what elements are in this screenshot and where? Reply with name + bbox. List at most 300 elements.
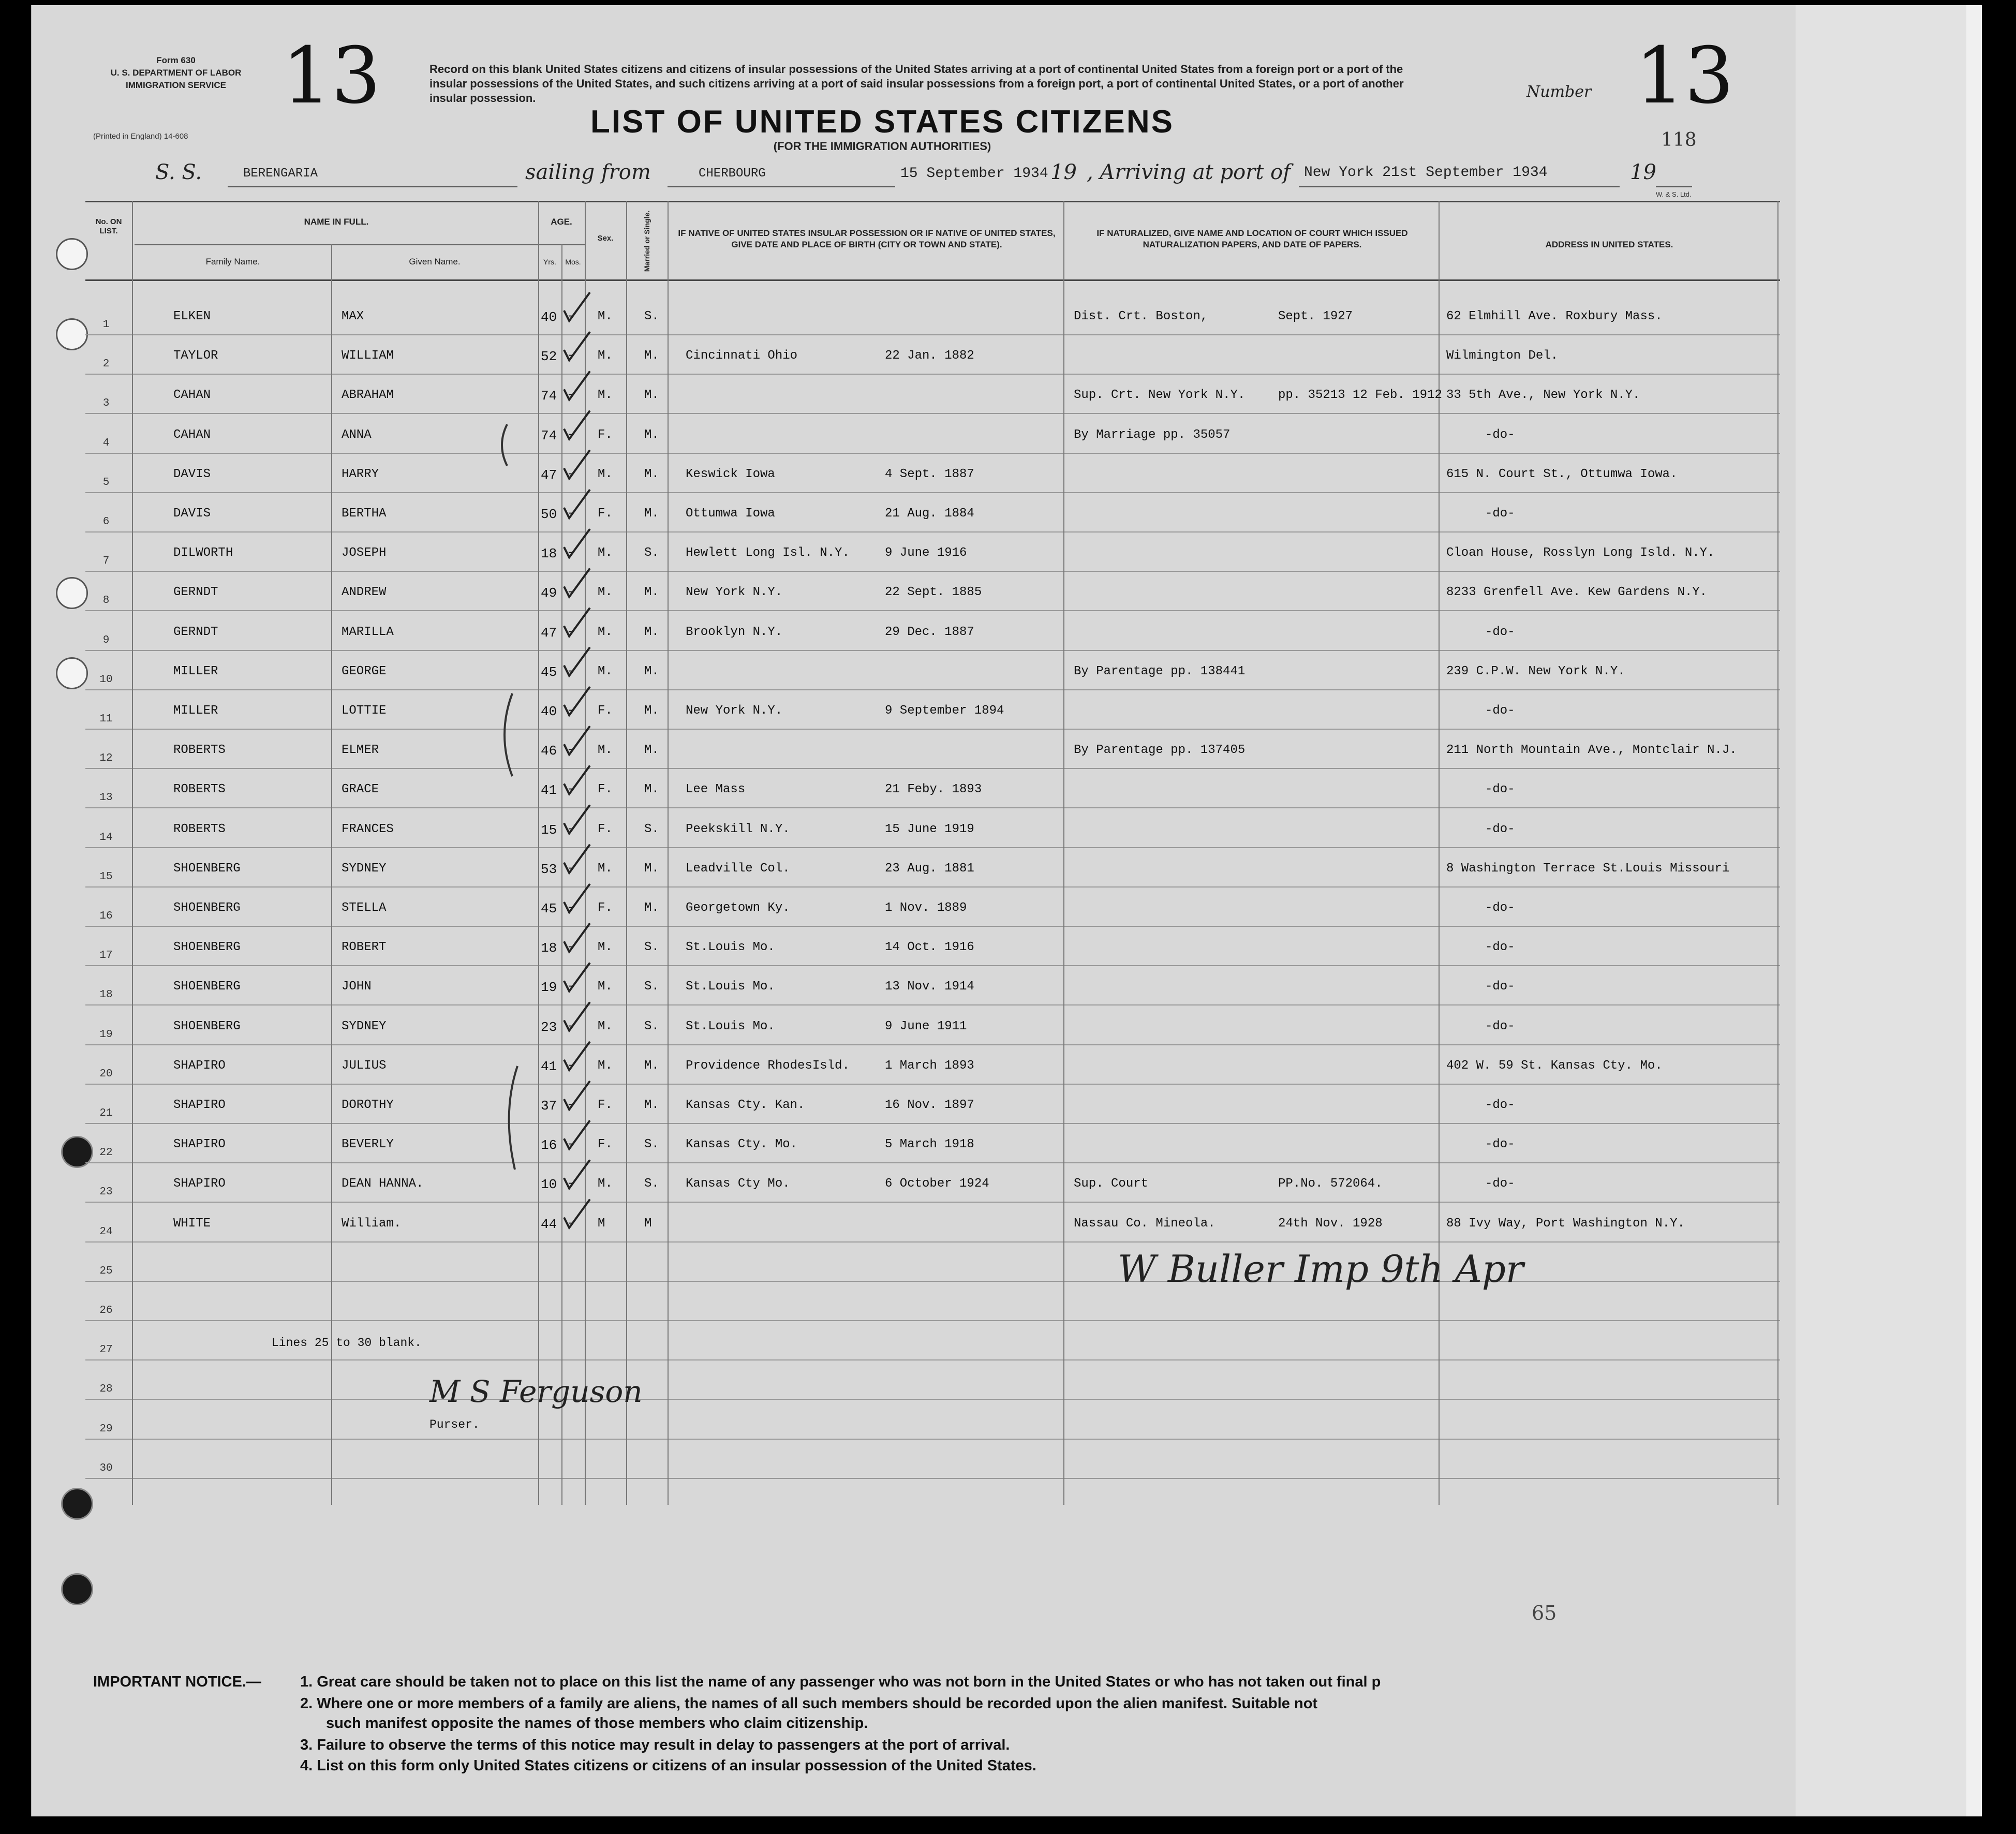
line-number: 11 <box>99 713 113 725</box>
marital-status-cell: M. <box>644 743 659 758</box>
age-years-cell: 41 <box>541 782 557 798</box>
sex-cell: M. <box>598 309 613 323</box>
birth-date-cell: 1 March 1893 <box>885 1058 974 1073</box>
given-name-cell: ANNA <box>342 427 372 442</box>
line-number: 7 <box>102 555 110 568</box>
page-title: LIST OF UNITED STATES CITIZENS <box>590 104 1174 140</box>
checkmark-annotations <box>559 285 673 1252</box>
birth-date-cell: 21 Feby. 1893 <box>885 782 982 797</box>
address-cell: 615 N. Court St., Ottumwa Iowa. <box>1446 467 1678 481</box>
notice-item-4: 4. List on this form only United States citizens or citizens of an insular possession of the United States. <box>300 1757 1036 1774</box>
address-cell: -do- <box>1485 1019 1515 1033</box>
naturalization-court-cell: Nassau Co. Mineola. <box>1074 1216 1215 1231</box>
age-years-cell: 52 <box>541 349 557 365</box>
sex-cell: M. <box>598 467 613 481</box>
checkmark <box>564 923 590 955</box>
number-label: Number <box>1526 83 1592 101</box>
naturalization-date-cell: 24th Nov. 1928 <box>1278 1216 1383 1231</box>
address-cell: -do- <box>1485 782 1515 797</box>
checkmark <box>564 529 590 557</box>
marital-status-cell: S. <box>644 1137 659 1152</box>
row-rule <box>85 1478 1780 1479</box>
address-cell: 402 W. 59 St. Kansas Cty. Mo. <box>1446 1058 1663 1073</box>
family-name-cell: CAHAN <box>173 427 211 442</box>
age-months-cell: - <box>567 1177 574 1191</box>
sex-cell: F. <box>598 507 613 521</box>
row-rule <box>85 531 1780 533</box>
page-stamp: 118 <box>1661 129 1697 151</box>
naturalization-date-cell: Sept. 1927 <box>1278 309 1353 323</box>
checkmark <box>564 450 590 479</box>
arrival-info: New York 21st September 1934 <box>1304 165 1548 181</box>
table-top-rule <box>85 201 1780 202</box>
family-name-cell: ELKEN <box>173 309 211 323</box>
age-months-cell: - <box>567 861 574 876</box>
age-years-cell: 47 <box>541 467 557 483</box>
sex-cell: F. <box>598 1137 613 1152</box>
birth-place-cell: Leadville Col. <box>686 861 790 876</box>
age-years-cell: 50 <box>541 507 557 522</box>
birth-date-cell: 16 Nov. 1897 <box>885 1098 974 1112</box>
col-header-age: AGE. <box>551 217 572 227</box>
punch-hole <box>56 318 88 350</box>
row-rule <box>85 1202 1780 1203</box>
marital-status-cell: S. <box>644 1177 659 1191</box>
age-years-cell: 74 <box>541 427 557 443</box>
sex-cell: M. <box>598 585 613 600</box>
family-name-cell: GERNDT <box>173 625 218 639</box>
checkmark <box>564 332 590 360</box>
family-name-cell: ROBERTS <box>173 743 226 758</box>
age-years-cell: 40 <box>541 309 557 325</box>
family-name-cell: GERNDT <box>173 585 218 600</box>
marital-status-cell: M. <box>644 782 659 797</box>
line-number: 17 <box>99 950 113 962</box>
notice-item-3: 3. Failure to observe the terms of this notice may result in delay to passengers at the port of arrival. <box>300 1737 1010 1753</box>
birth-place-cell: New York N.Y. <box>686 585 783 600</box>
family-name-cell: SHAPIRO <box>173 1137 226 1152</box>
age-years-cell: 41 <box>541 1058 557 1074</box>
age-months-cell: - <box>567 1058 574 1073</box>
address-cell: 33 5th Ave., New York N.Y. <box>1446 388 1640 403</box>
row-rule <box>85 571 1780 572</box>
naturalization-court-cell: Sup. Crt. New York N.Y. <box>1074 388 1246 403</box>
marital-status-cell: M. <box>644 349 659 363</box>
row-rule <box>85 1241 1780 1243</box>
address-cell: -do- <box>1485 1098 1515 1112</box>
line-number: 5 <box>102 476 110 489</box>
sex-cell: F. <box>598 901 613 915</box>
handwritten-list-number: 13 <box>282 31 381 121</box>
age-months-cell: - <box>567 743 574 758</box>
family-name-cell: DILWORTH <box>173 546 233 560</box>
given-name-cell: GRACE <box>342 782 379 797</box>
line-number: 19 <box>99 1028 113 1041</box>
address-cell: -do- <box>1485 940 1515 955</box>
birth-place-cell: Kansas Cty Mo. <box>686 1177 790 1191</box>
given-name-cell: MAX <box>342 309 364 323</box>
naturalization-court-cell: By Parentage pp. 138441 <box>1074 664 1246 678</box>
naturalization-date-cell: PP.No. 572064. <box>1278 1177 1383 1191</box>
marital-status-cell: M. <box>644 901 659 915</box>
ship-name: BERENGARIA <box>243 167 318 181</box>
naturalization-court-cell: Sup. Court <box>1074 1177 1149 1191</box>
punch-hole <box>61 1573 93 1605</box>
birth-date-cell: 13 Nov. 1914 <box>885 980 974 994</box>
col-header-sex: Sex. <box>597 234 614 243</box>
family-name-cell: WHITE <box>173 1216 211 1231</box>
col-rule <box>1777 201 1778 1505</box>
birth-date-cell: 4 Sept. 1887 <box>885 467 974 481</box>
given-name-cell: ANDREW <box>342 585 387 600</box>
given-name-cell: STELLA <box>342 901 387 915</box>
year-prefix: 19 <box>1050 160 1077 184</box>
age-years-cell: 19 <box>541 980 557 996</box>
age-months-cell: - <box>567 625 574 639</box>
age-months-cell: - <box>567 388 574 403</box>
address-cell: -do- <box>1485 704 1515 718</box>
birth-place-cell: Peekskill N.Y. <box>686 822 790 836</box>
sex-cell: F. <box>598 1098 613 1112</box>
checkmark <box>564 805 590 834</box>
given-name-cell: SYDNEY <box>342 1019 387 1033</box>
row-rule <box>85 1439 1780 1440</box>
age-years-cell: 10 <box>541 1177 557 1193</box>
sex-cell: M. <box>598 940 613 955</box>
line-number: 29 <box>99 1423 113 1435</box>
line-number: 23 <box>99 1186 113 1199</box>
sex-cell: M. <box>598 664 613 678</box>
row-rule <box>85 847 1780 848</box>
age-months-cell: - <box>567 822 574 836</box>
sex-cell: M. <box>598 1058 613 1073</box>
row-rule <box>85 1320 1780 1321</box>
age-years-cell: 46 <box>541 743 557 759</box>
checkmark <box>564 1081 590 1110</box>
checkmark <box>564 726 590 758</box>
sex-cell: M <box>598 1216 605 1231</box>
printed-note: (Printed in England) 14-608 <box>93 132 188 141</box>
address-cell: -do- <box>1485 625 1515 639</box>
col-header-given-name: Given Name. <box>409 257 461 267</box>
punch-hole <box>56 577 88 609</box>
age-years-cell: 23 <box>541 1019 557 1035</box>
age-months-cell: - <box>567 901 574 915</box>
sailing-label: sailing from <box>525 160 651 184</box>
age-months-cell: - <box>567 309 574 323</box>
col-header-address: ADDRESS IN UNITED STATES. <box>1545 240 1673 249</box>
age-months-cell: - <box>567 507 574 521</box>
row-rule <box>85 807 1780 808</box>
line-number: 13 <box>99 792 113 804</box>
birth-place-cell: Ottumwa Iowa <box>686 507 775 521</box>
underline <box>1299 186 1620 187</box>
given-name-cell: HARRY <box>342 467 379 481</box>
given-name-cell: GEORGE <box>342 664 387 678</box>
col-header-no: No. ON LIST. <box>95 217 122 235</box>
checkmark <box>564 765 590 797</box>
address-cell: 211 North Mountain Ave., Montclair N.J. <box>1446 743 1737 758</box>
given-name-cell: MARILLA <box>342 625 394 639</box>
sex-cell: M. <box>598 980 613 994</box>
birth-place-cell: Kansas Cty. Kan. <box>686 1098 805 1112</box>
marital-status-cell: M. <box>644 507 659 521</box>
page-number: 65 <box>1532 1602 1557 1624</box>
age-months-cell: - <box>567 1019 574 1033</box>
row-rule <box>85 1123 1780 1124</box>
birth-date-cell: 21 Aug. 1884 <box>885 507 974 521</box>
notice-item-2: 2. Where one or more members of a family are aliens, the names of all such members should be recorded upon the alien manifest. Suitable not <box>300 1695 1318 1712</box>
family-name-cell: ROBERTS <box>173 822 226 836</box>
department: U. S. DEPARTMENT OF LABOR <box>110 68 242 78</box>
row-rule <box>85 1359 1780 1360</box>
col-rule <box>1063 201 1064 1505</box>
address-cell: -do- <box>1485 980 1515 994</box>
given-name-cell: William. <box>342 1216 402 1231</box>
row-rule <box>85 1084 1780 1085</box>
birth-date-cell: 6 October 1924 <box>885 1177 989 1191</box>
address-cell: -do- <box>1485 1177 1515 1191</box>
address-cell: 239 C.P.W. New York N.Y. <box>1446 664 1625 678</box>
marital-status-cell: M. <box>644 704 659 718</box>
line-number: 3 <box>102 397 110 410</box>
line-number: 8 <box>102 595 110 607</box>
naturalization-date-cell: pp. 35213 12 Feb. 1912 <box>1278 388 1442 403</box>
birth-place-cell: St.Louis Mo. <box>686 980 775 994</box>
family-name-cell: DAVIS <box>173 467 211 481</box>
checkmark <box>564 1120 590 1152</box>
given-name-cell: ROBERT <box>342 940 387 955</box>
marital-status-cell: M. <box>644 1098 659 1112</box>
age-months-cell: - <box>567 546 574 560</box>
birth-date-cell: 15 June 1919 <box>885 822 974 836</box>
row-rule <box>85 689 1780 690</box>
blank-lines-note: Lines 25 to 30 blank. <box>272 1336 422 1350</box>
row-rule <box>85 768 1780 769</box>
row-rule <box>85 1399 1780 1400</box>
row-rule <box>85 453 1780 454</box>
family-brackets <box>486 414 528 1190</box>
checkmark <box>564 647 590 676</box>
sex-cell: M. <box>598 743 613 758</box>
line-number: 15 <box>99 870 113 883</box>
marital-status-cell: S. <box>644 822 659 836</box>
given-name-cell: JULIUS <box>342 1058 387 1073</box>
address-cell: 8 Washington Terrace St.Louis Missouri <box>1446 861 1730 876</box>
family-name-cell: TAYLOR <box>173 349 218 363</box>
family-name-cell: SHOENBERG <box>173 901 241 915</box>
checkmark <box>564 1042 590 1070</box>
marital-status-cell: M. <box>644 585 659 600</box>
checkmark <box>564 608 590 637</box>
age-months-cell: - <box>567 980 574 994</box>
age-years-cell: 53 <box>541 861 557 877</box>
punch-hole <box>61 1488 93 1520</box>
printer-mark: W. & S. Ltd. <box>1656 190 1692 198</box>
notice-item-1: 1. Great care should be taken not to place on this list the name of any passenger who was not born in the United States or who has not taken out final p <box>300 1674 1381 1690</box>
birth-place-cell: Keswick Iowa <box>686 467 775 481</box>
given-name-cell: ELMER <box>342 743 379 758</box>
address-cell: Wilmington Del. <box>1446 349 1559 363</box>
checkmark <box>564 411 590 439</box>
form-number: Form 630 <box>156 55 196 65</box>
naturalization-court-cell: By Parentage pp. 137405 <box>1074 743 1246 758</box>
checkmark <box>564 292 590 321</box>
birth-date-cell: 9 September 1894 <box>885 704 1004 718</box>
col-header-yrs: Yrs. <box>543 258 556 266</box>
checkmark <box>564 371 590 403</box>
marital-status-cell: M. <box>644 861 659 876</box>
name-header-rule <box>135 244 585 245</box>
sex-cell: F. <box>598 822 613 836</box>
family-name-cell: SHOENBERG <box>173 861 241 876</box>
line-number: 10 <box>99 673 113 686</box>
row-rule <box>85 1044 1780 1045</box>
family-name-cell: MILLER <box>173 704 218 718</box>
line-number: 27 <box>99 1344 113 1356</box>
line-number: 18 <box>99 989 113 1001</box>
given-name-cell: JOHN <box>342 980 372 994</box>
checkmark <box>564 963 590 991</box>
line-number: 4 <box>102 437 110 449</box>
naturalization-court-cell: Dist. Crt. Boston, <box>1074 309 1208 323</box>
row-rule <box>85 965 1780 966</box>
row-rule <box>85 334 1780 335</box>
handwritten-number-value: 13 <box>1635 31 1734 121</box>
header-bottom-rule <box>85 279 1780 281</box>
age-months-cell: - <box>567 585 574 600</box>
row-rule <box>85 886 1780 888</box>
line-number: 2 <box>102 358 110 371</box>
given-name-cell: DOROTHY <box>342 1098 394 1112</box>
checkmark <box>564 687 590 715</box>
address-cell: -do- <box>1485 507 1515 521</box>
from-port: CHERBOURG <box>699 167 766 181</box>
given-name-cell: ABRAHAM <box>342 388 394 403</box>
col-header-naturalized: IF NATURALIZED, GIVE NAME AND LOCATION OF COURT WHICH ISSUED NATURALIZATION PAPERS, AND DATE OF PAPERS. <box>1096 228 1408 249</box>
address-cell: -do- <box>1485 427 1515 442</box>
arriving-label: , Arriving at port of <box>1087 160 1291 184</box>
underline <box>668 186 895 187</box>
family-name-cell: SHOENBERG <box>173 940 241 955</box>
birth-place-cell: Georgetown Ky. <box>686 901 790 915</box>
marital-status-cell: M. <box>644 427 659 442</box>
marital-status-cell: S. <box>644 309 659 323</box>
form-info <box>93 54 259 92</box>
family-name-cell: SHAPIRO <box>173 1058 226 1073</box>
sail-date: 15 September 1934 <box>900 166 1048 182</box>
age-months-cell: - <box>567 427 574 442</box>
birth-place-cell: Brooklyn N.Y. <box>686 625 783 639</box>
birth-place-cell: Providence RhodesIsld. <box>686 1058 850 1073</box>
age-years-cell: 16 <box>541 1137 557 1153</box>
col-header-family-name: Family Name. <box>205 257 260 267</box>
age-years-cell: 49 <box>541 585 557 601</box>
sex-cell: F. <box>598 782 613 797</box>
line-number: 24 <box>99 1225 113 1238</box>
birth-place-cell: Cincinnati Ohio <box>686 349 798 363</box>
checkmark <box>564 1160 590 1188</box>
age-months-cell: - <box>567 1216 574 1231</box>
row-rule <box>85 729 1780 730</box>
row-rule <box>85 1004 1780 1005</box>
stacked-page-edge-2 <box>1966 5 1982 1816</box>
age-months-cell: - <box>567 467 574 481</box>
age-years-cell: 15 <box>541 822 557 838</box>
age-months-cell: - <box>567 704 574 718</box>
marital-status-cell: M. <box>644 625 659 639</box>
family-name-cell: MILLER <box>173 664 218 678</box>
line-number: 20 <box>99 1068 113 1080</box>
year-prefix: 19 <box>1630 160 1656 184</box>
address-cell: 62 Elmhill Ave. Roxbury Mass. <box>1446 309 1663 323</box>
ss-label: S. S. <box>155 160 202 184</box>
col-rule <box>132 201 133 1505</box>
naturalization-court-cell: By Marriage pp. 35057 <box>1074 427 1231 442</box>
age-months-cell: - <box>567 664 574 678</box>
birth-date-cell: 29 Dec. 1887 <box>885 625 974 639</box>
age-years-cell: 18 <box>541 546 557 562</box>
immigration-annotation: W Buller Imp 9th Apr <box>1118 1247 1524 1291</box>
col-header-mos: Mos. <box>565 258 581 266</box>
col-rule <box>331 244 332 1505</box>
age-years-cell: 74 <box>541 388 557 404</box>
family-name-cell: DAVIS <box>173 507 211 521</box>
age-years-cell: 45 <box>541 901 557 916</box>
birth-place-cell: St.Louis Mo. <box>686 1019 775 1033</box>
row-rule <box>85 926 1780 927</box>
given-name-cell: DEAN HANNA. <box>342 1177 424 1191</box>
age-months-cell: - <box>567 1098 574 1112</box>
sex-cell: F. <box>598 427 613 442</box>
age-years-cell: 47 <box>541 625 557 641</box>
birth-date-cell: 14 Oct. 1916 <box>885 940 974 955</box>
family-name-cell: SHAPIRO <box>173 1098 226 1112</box>
address-cell: Cloan House, Rosslyn Long Isld. N.Y. <box>1446 546 1715 560</box>
stacked-page-edge <box>1796 5 1966 1816</box>
given-name-cell: LOTTIE <box>342 704 387 718</box>
birth-date-cell: 9 June 1911 <box>885 1019 967 1033</box>
sex-cell: M. <box>598 625 613 639</box>
service: IMMIGRATION SERVICE <box>126 80 226 90</box>
col-header-native: IF NATIVE OF UNITED STATES INSULAR POSSESSION OR IF NATIVE OF UNITED STATES, GIVE DATE AND PLACE OF BIRTH (CITY OR TOWN AND STATE). <box>678 228 1056 249</box>
marital-status-cell: M. <box>644 388 659 403</box>
notice-label: IMPORTANT NOTICE.— <box>93 1674 261 1690</box>
row-rule <box>85 374 1780 375</box>
purser-signature: M S Ferguson <box>429 1374 643 1409</box>
address-cell: -do- <box>1485 901 1515 915</box>
birth-date-cell: 5 March 1918 <box>885 1137 974 1152</box>
marital-status-cell: M. <box>644 1058 659 1073</box>
sex-cell: M. <box>598 388 613 403</box>
record-instructions: Record on this blank United States citizens and citizens of insular possessions of the United States arriving at a port of continental United States from a foreign port or a port of the insular possessions of the United States, and such citizens arriving at a port of said insular possessions from a foreign port, a port of continental United States, or a port of another insular possession. <box>429 63 1404 105</box>
birth-date-cell: 22 Jan. 1882 <box>885 349 974 363</box>
checkmark <box>564 845 590 873</box>
marital-status-cell: M. <box>644 467 659 481</box>
punch-hole <box>56 657 88 689</box>
birth-place-cell: New York N.Y. <box>686 704 783 718</box>
sex-cell: M. <box>598 1177 613 1191</box>
given-name-cell: JOSEPH <box>342 546 387 560</box>
marital-status-cell: S. <box>644 940 659 955</box>
address-cell: 88 Ivy Way, Port Washington N.Y. <box>1446 1216 1685 1231</box>
row-rule <box>85 1281 1780 1282</box>
birth-date-cell: 1 Nov. 1889 <box>885 901 967 915</box>
age-months-cell: - <box>567 1137 574 1152</box>
address-cell: 8233 Grenfell Ave. Kew Gardens N.Y. <box>1446 585 1708 600</box>
marital-status-cell: M <box>644 1216 652 1231</box>
underline <box>1656 186 1692 187</box>
